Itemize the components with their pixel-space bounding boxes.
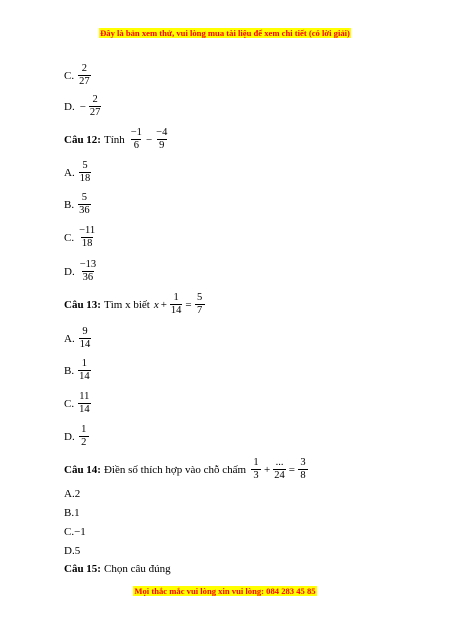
q14-option-d: D.5 — [64, 545, 81, 557]
question-15: Câu 15: Chọn câu đúng — [64, 563, 171, 575]
q14-option-c: C.−1 — [64, 526, 86, 538]
q12-option-a: A. $\frac{5}{18}$ — [64, 160, 91, 184]
fraction: $\frac{3}{8}$ — [298, 457, 308, 482]
fraction: $\frac{-11}{18}$ — [79, 225, 96, 249]
question-12: Câu 12: Tính $\frac{-1}{6}$ − $\frac{-4}{9}$ — [64, 127, 168, 151]
fraction: $\frac{2}{27}$ — [89, 94, 101, 118]
fraction: $\frac{1}{14}$ — [170, 292, 182, 316]
option-d: D. − $\frac{2}{27}$ — [64, 94, 101, 118]
fraction: $\frac{1}{14}$ — [79, 358, 90, 382]
fraction: $\frac{1}{2}$ — [79, 424, 89, 449]
q12-option-c: C. $\frac{-11}{18}$ — [64, 225, 96, 249]
fraction: $\frac{5}{7}$ — [195, 292, 205, 317]
q13-option-a: A. $\frac{9}{14}$ — [64, 326, 91, 350]
fraction: $\frac{-13}{36}$ — [79, 259, 97, 283]
fraction: $\frac{...}{24}$ — [274, 457, 285, 481]
preview-banner: Đây là bản xem thử, vui lòng mua tài liệu để xem chi tiết (có lời giải) — [100, 28, 350, 38]
fraction: $\frac{2}{27}$ — [79, 63, 90, 87]
fraction: $\frac{5}{18}$ — [79, 160, 91, 184]
fraction: $\frac{5}{36}$ — [79, 192, 90, 216]
q13-option-b: B. $\frac{1}{14}$ — [64, 358, 90, 382]
question-14: Câu 14: Điền số thích hợp vào chỗ chấm $\frac{1}{3}$ + $\frac{...}{24}$ = $\frac{3}{8}$ — [64, 457, 309, 482]
fraction: $\frac{9}{14}$ — [79, 326, 91, 350]
q12-option-d: D. $\frac{-13}{36}$ — [64, 259, 97, 283]
contact-banner: Mọi thắc mắc vui lòng xin vui lòng: 084 283 45 85 — [134, 586, 316, 596]
fraction: $\frac{11}{14}$ — [79, 391, 90, 415]
q12-option-b: B. $\frac{5}{36}$ — [64, 192, 90, 216]
question-13: Câu 13: Tìm x biết x + $\frac{1}{14}$ = $\frac{5}{7}$ — [64, 292, 206, 317]
fraction: $\frac{-4}{9}$ — [156, 127, 168, 151]
fraction: $\frac{1}{3}$ — [251, 457, 261, 482]
q14-option-b: B.1 — [64, 507, 80, 519]
q13-option-c: C. $\frac{11}{14}$ — [64, 391, 90, 415]
q14-option-a: A.2 — [64, 488, 81, 500]
option-c: C. $\frac{2}{27}$ — [64, 63, 90, 87]
q13-option-d: D. $\frac{1}{2}$ — [64, 424, 90, 449]
fraction: $\frac{-1}{6}$ — [130, 127, 142, 151]
